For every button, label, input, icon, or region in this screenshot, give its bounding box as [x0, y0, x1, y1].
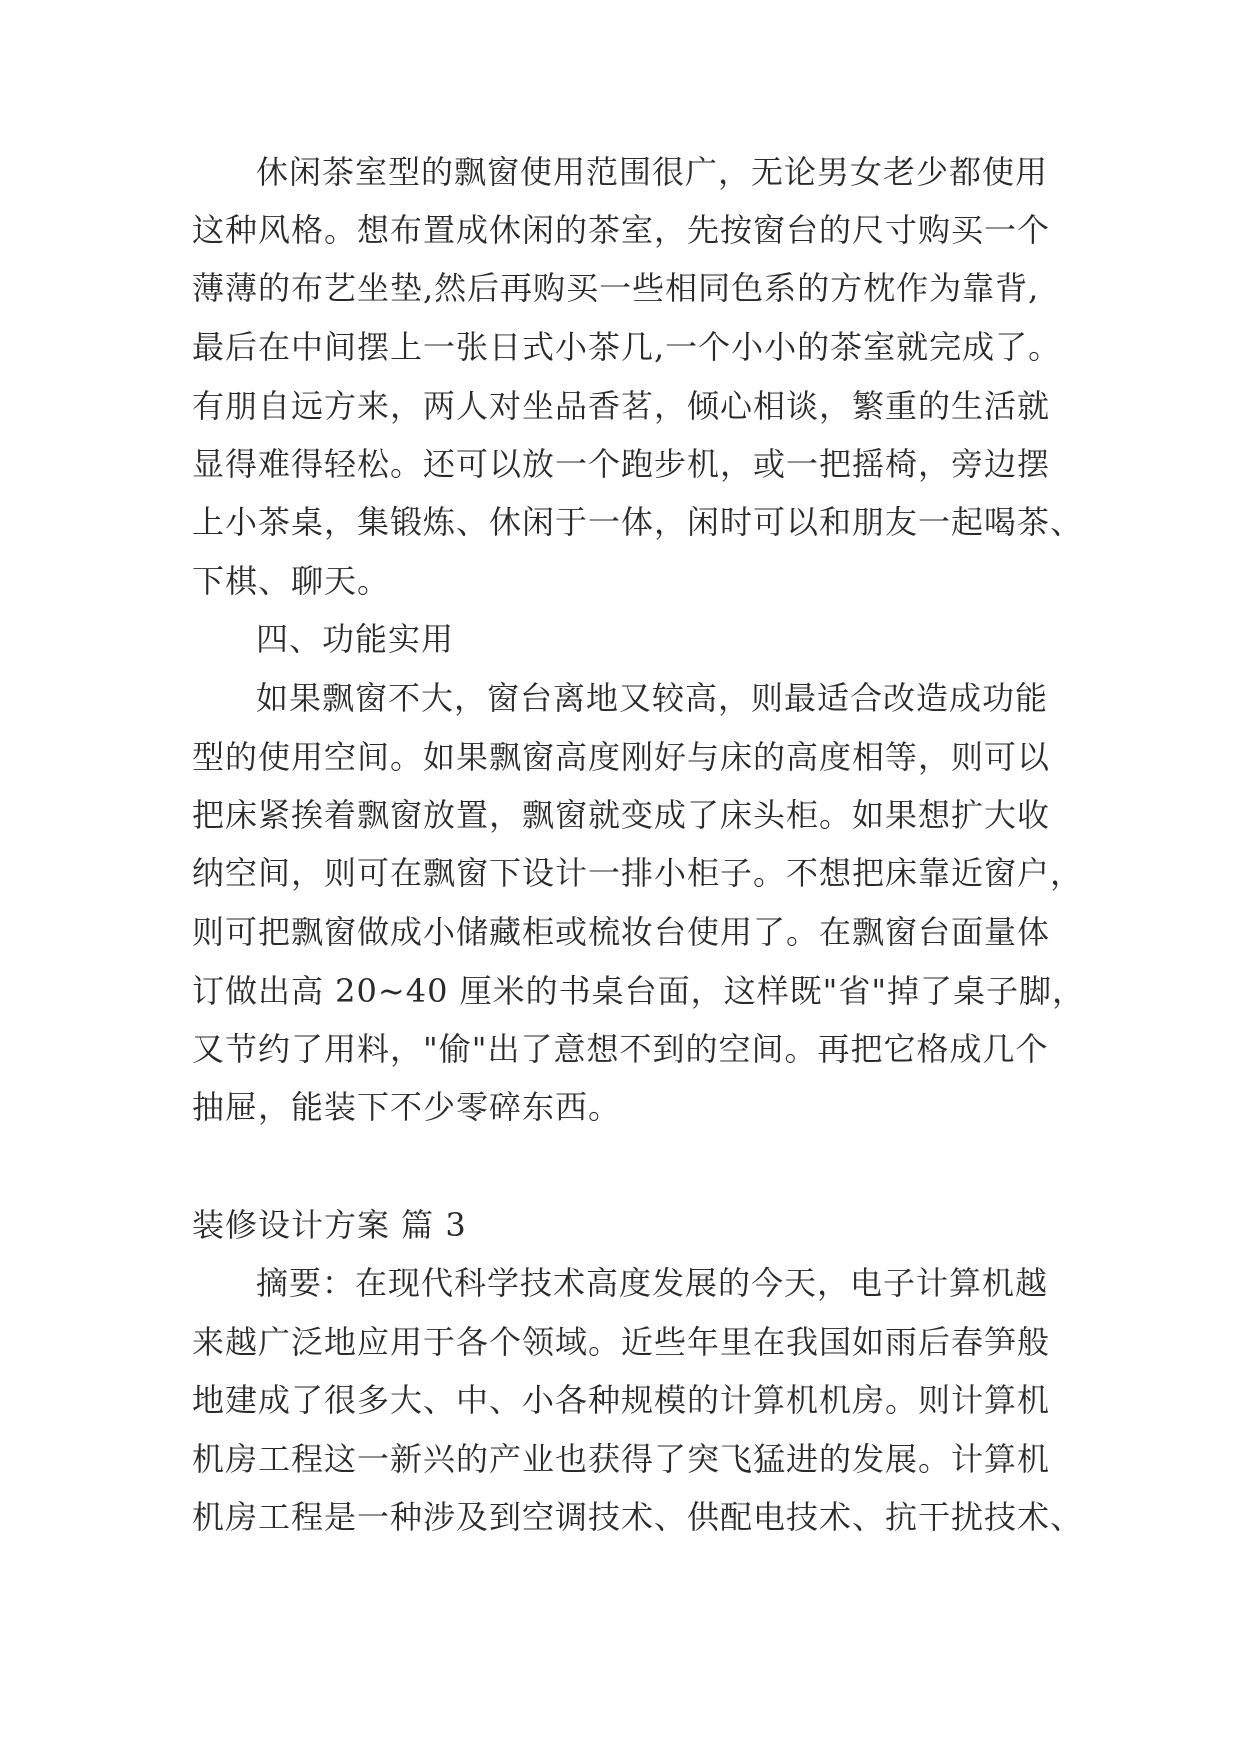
paragraph-line: 摘要：在现代科学技术高度发展的今天，电子计算机越 [256, 1264, 1049, 1302]
paragraph-line: 纳空间，则可在飘窗下设计一排小柜子。不想把床靠近窗户， [192, 854, 1084, 892]
paragraph-line: 如果飘窗不大，窗台离地又较高，则最适合改造成功能 [256, 679, 1049, 717]
paragraph-line: 最后在中间摆上一张日式小茶几,一个小小的茶室就完成了。 [192, 328, 1062, 366]
paragraph-line: 订做出高 20~40 厘米的书桌台面，这样既"省"掉了桌子脚， [192, 972, 1086, 1010]
paragraph-line: 机房工程这一新兴的产业也获得了突飞猛进的发展。计算机 [192, 1440, 1051, 1478]
paragraph-line: 下棋、聊天。 [192, 562, 391, 600]
paragraph-line: 又节约了用料，"偷"出了意想不到的空间。再把它格成几个 [192, 1030, 1049, 1068]
paragraph-line: 机房工程是一种涉及到空调技术、供配电技术、抗干扰技术、 [192, 1498, 1084, 1536]
paragraph-line: 有朋自远方来，两人对坐品香茗，倾心相谈，繁重的生活就 [192, 387, 1051, 425]
section-heading: 四、功能实用 [256, 620, 455, 658]
paragraph-line: 来越广泛地应用于各个领域。近些年里在我国如雨后春笋般 [192, 1323, 1051, 1361]
paragraph-line: 抽屉，能装下不少零碎东西。 [192, 1088, 622, 1126]
paragraph-line: 薄薄的布艺坐垫,然后再购买一些相同色系的方枕作为靠背, [192, 269, 1040, 307]
article-title: 装修设计方案 篇 3 [192, 1206, 467, 1244]
paragraph-line: 上小茶桌，集锻炼、休闲于一体，闲时可以和朋友一起喝茶、 [192, 503, 1084, 541]
paragraph-line: 显得难得轻松。还可以放一个跑步机，或一把摇椅，旁边摆 [192, 445, 1051, 483]
paragraph-line: 型的使用空间。如果飘窗高度刚好与床的高度相等，则可以 [192, 738, 1051, 776]
paragraph-line: 则可把飘窗做成小储藏柜或梳妆台使用了。在飘窗台面量体 [192, 913, 1051, 951]
paragraph-line: 地建成了很多大、中、小各种规模的计算机机房。则计算机 [192, 1381, 1051, 1419]
paragraph-line: 把床紧挨着飘窗放置，飘窗就变成了床头柜。如果想扩大收 [192, 796, 1051, 834]
paragraph-line: 休闲茶室型的飘窗使用范围很广，无论男女老少都使用 [256, 153, 1049, 191]
paragraph-line: 这种风格。想布置成休闲的茶室，先按窗台的尺寸购买一个 [192, 211, 1051, 249]
